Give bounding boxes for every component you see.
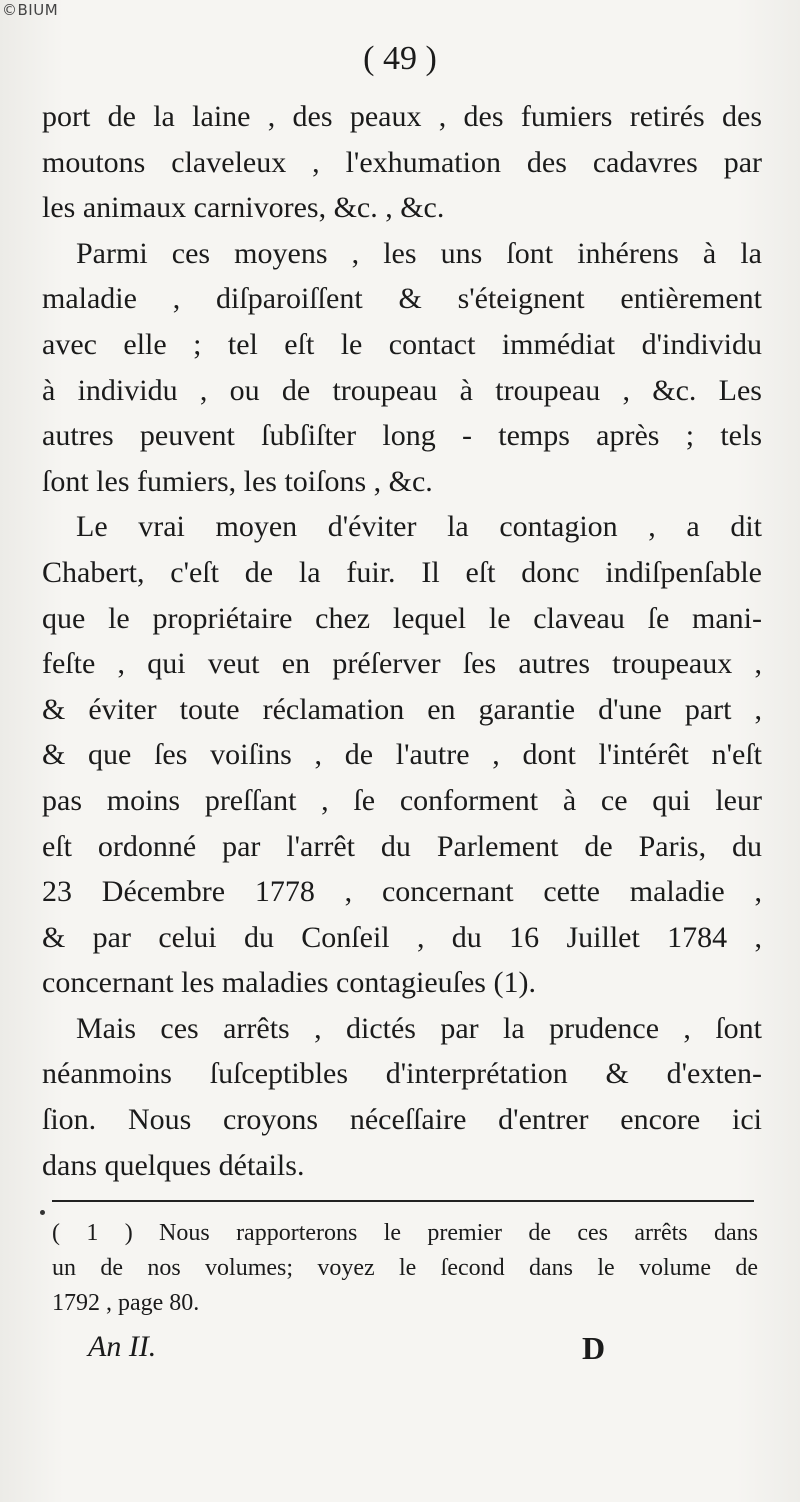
text-line: ſion. Nous croyons néceſſaire d'entrer encore ici <box>42 1103 762 1137</box>
text-line: néanmoins ſuſceptibles d'interprétation & d'exten- <box>42 1057 762 1091</box>
text-line: concernant les maladies contagieuſes (1). <box>42 966 536 1000</box>
watermark: ©BIUM <box>2 1 59 19</box>
text-line: port de la laine , des peaux , des fumiers retirés des <box>42 100 762 133</box>
signature-mark: D <box>582 1330 606 1366</box>
text-line: dans quelques détails. <box>42 1148 305 1182</box>
footnote-line: un de nos volumes; voyez le ſecond dans le volume de <box>52 1255 758 1281</box>
text-line: moutons claveleux , l'exhumation des cadavres par <box>42 145 762 179</box>
text-line: Mais ces arrêts , dictés par la prudence , ſont <box>76 1011 762 1045</box>
text-line: & éviter toute réclamation en garantie d'une part , <box>42 692 762 726</box>
text-line: & par celui du Conſeil , du 16 Juillet 1784 , <box>42 920 762 954</box>
text-line: autres peuvent ſubſiſter long - temps après ; tels <box>42 419 762 453</box>
footnote <box>52 1216 758 1321</box>
footnote-line: 1792 , page 80. <box>52 1290 200 1316</box>
text-line: ſont les fumiers, les toiſons , &c. <box>42 464 433 498</box>
text-line: avec elle ; tel eſt le contact immédiat d'individu <box>42 327 762 361</box>
body-text <box>42 94 762 1188</box>
text-line: Le vrai moyen d'éviter la contagion , a dit <box>76 510 762 544</box>
text-line: les animaux carnivores, &c. , &c. <box>42 191 445 225</box>
text-line: que le propriétaire chez lequel le claveau ſe mani- <box>42 601 762 635</box>
footnote-line: ( 1 ) Nous rapporterons le premier de ces arrêts dans <box>52 1220 758 1246</box>
text-line: maladie , diſparoiſſent & s'éteignent entièrement <box>42 282 762 316</box>
text-line: & que ſes voiſins , de l'autre , dont l'intérêt n'eſt <box>42 738 762 772</box>
text-line: pas moins preſſant , ſe conforment à ce qui leur <box>42 783 762 817</box>
text-line: Chabert, c'eſt de la fuir. Il eſt donc indiſpenſable <box>42 555 762 589</box>
text-line: à individu , ou de troupeau à troupeau , &c. Les <box>42 373 762 407</box>
footnote-rule <box>52 1200 754 1202</box>
text-line: Parmi ces moyens , les uns ſont inhérens à la <box>76 236 762 270</box>
page-number: ( 49 ) <box>363 40 437 77</box>
text-line: 23 Décembre 1778 , concernant cette maladie , <box>42 875 762 909</box>
text-line: eſt ordonné par l'arrêt du Parlement de Paris, du <box>42 829 762 863</box>
text-line: feſte , qui veut en préſerver ſes autres troupeaux , <box>42 647 762 681</box>
ink-dot <box>40 1210 45 1215</box>
signature-an-ii: An II. <box>88 1330 157 1363</box>
